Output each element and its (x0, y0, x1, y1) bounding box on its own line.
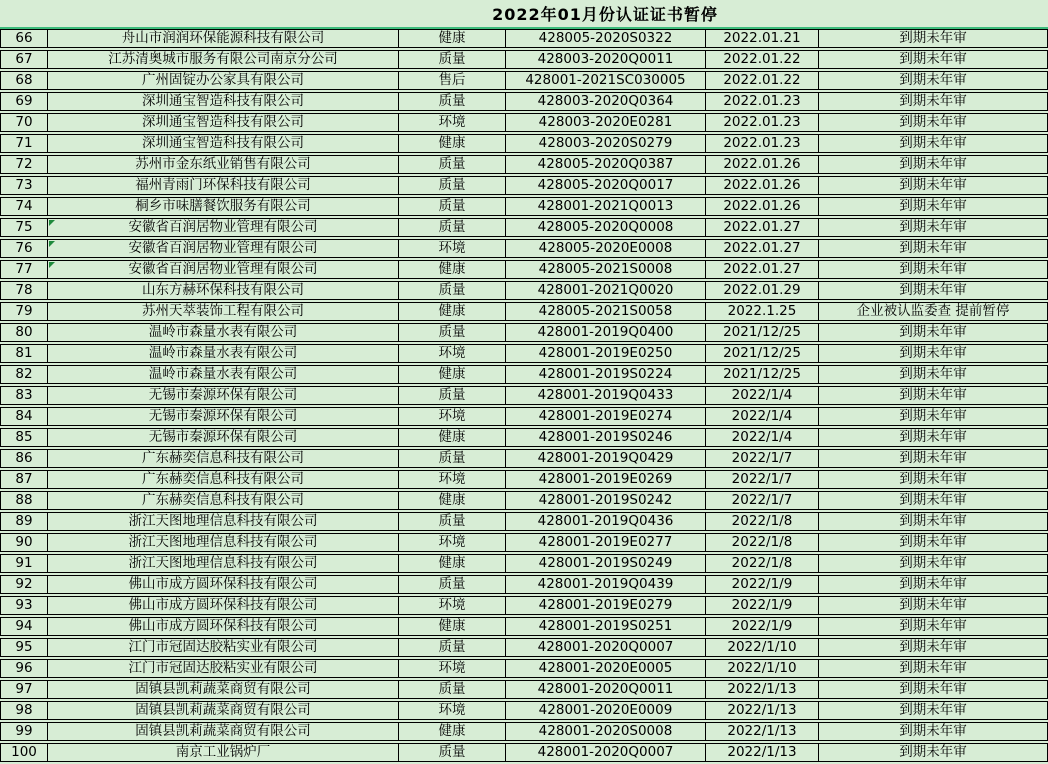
company-name-cell[interactable] (47, 596, 398, 615)
company-name-text: 温岭市森量水表有限公司 (148, 324, 298, 340)
company-name-text: 广东赫奕信息科技有限公司 (142, 450, 304, 466)
company-name-cell[interactable] (47, 113, 398, 132)
suspend-date-cell[interactable]: 2022.01.27 (705, 239, 818, 258)
row-number-cell[interactable]: 77 (0, 260, 47, 279)
company-name-text: 深圳通宝智造科技有限公司 (142, 135, 304, 151)
status-cell[interactable]: 到期未年审 (818, 281, 1048, 300)
row-number-cell[interactable]: 84 (0, 407, 47, 426)
cert-type-cell[interactable]: 健康 (398, 260, 505, 279)
row-number-cell[interactable]: 96 (0, 659, 47, 678)
status-cell[interactable]: 到期未年审 (818, 701, 1048, 720)
company-name-cell[interactable] (47, 512, 398, 531)
company-name-cell[interactable] (47, 575, 398, 594)
status-cell[interactable]: 到期未年审 (818, 134, 1048, 153)
row-number-cell[interactable]: 73 (0, 176, 47, 195)
company-name-cell[interactable] (47, 680, 398, 699)
company-name-text: 佛山市成方圆环保科技有限公司 (128, 597, 318, 613)
suspend-date-cell[interactable]: 2021/12/25 (705, 365, 818, 384)
company-name-cell[interactable] (47, 701, 398, 720)
table-row (0, 722, 1048, 741)
row-number-cell[interactable]: 88 (0, 491, 47, 510)
cert-type-cell[interactable]: 健康 (398, 365, 505, 384)
company-name-cell[interactable] (47, 302, 398, 321)
status-cell[interactable]: 到期未年审 (818, 176, 1048, 195)
company-name-text: 江门市冠固达胶粘实业有限公司 (128, 639, 318, 655)
status-cell[interactable]: 到期未年审 (818, 533, 1048, 552)
suspend-date-cell[interactable]: 2022/1/4 (705, 386, 818, 405)
row-number-cell[interactable]: 93 (0, 596, 47, 615)
suspend-date-cell[interactable]: 2022/1/10 (705, 638, 818, 657)
cert-type-cell[interactable]: 环境 (398, 239, 505, 258)
table-row (0, 638, 1048, 657)
table-row (0, 743, 1048, 762)
company-name-cell[interactable] (47, 407, 398, 426)
row-number-cell[interactable]: 86 (0, 449, 47, 468)
cert-number-cell[interactable]: 428001-2019E0274 (505, 407, 705, 426)
cert-number-cell[interactable]: 428001-2019S0224 (505, 365, 705, 384)
suspend-date-cell[interactable]: 2022/1/13 (705, 743, 818, 762)
table-row (0, 218, 1048, 237)
company-name-cell[interactable] (47, 617, 398, 636)
suspend-date-cell[interactable]: 2022/1/4 (705, 407, 818, 426)
table-row (0, 197, 1048, 216)
cert-type-cell[interactable]: 健康 (398, 134, 505, 153)
row-number-cell[interactable]: 78 (0, 281, 47, 300)
suspend-date-cell[interactable]: 2022/1/8 (705, 554, 818, 573)
row-number-cell[interactable]: 75 (0, 218, 47, 237)
suspend-date-cell[interactable]: 2022.01.21 (705, 29, 818, 48)
comment-flag-icon (49, 241, 55, 247)
row-number-cell[interactable]: 91 (0, 554, 47, 573)
cert-type-cell[interactable]: 健康 (398, 302, 505, 321)
status-cell[interactable]: 到期未年审 (818, 386, 1048, 405)
table-row (0, 491, 1048, 510)
suspend-date-cell[interactable]: 2022.01.29 (705, 281, 818, 300)
company-name-cell[interactable] (47, 260, 398, 279)
suspend-date-cell[interactable]: 2022/1/13 (705, 722, 818, 741)
suspend-date-cell[interactable]: 2022/1/9 (705, 617, 818, 636)
status-cell[interactable]: 到期未年审 (818, 113, 1048, 132)
cert-number-cell[interactable]: 428001-2021Q0020 (505, 281, 705, 300)
cert-type-cell[interactable]: 健康 (398, 428, 505, 447)
company-name-cell[interactable] (47, 638, 398, 657)
suspend-date-cell[interactable]: 2022.01.27 (705, 260, 818, 279)
cert-number-cell[interactable]: 428001-2019Q0433 (505, 386, 705, 405)
company-name-cell[interactable] (47, 176, 398, 195)
cert-type-cell[interactable]: 质量 (398, 155, 505, 174)
company-name-text: 安徽省百润居物业管理有限公司 (128, 219, 318, 235)
suspend-date-cell[interactable]: 2022.1.25 (705, 302, 818, 321)
suspend-date-cell[interactable]: 2022.01.27 (705, 218, 818, 237)
company-name-text: 广东赫奕信息科技有限公司 (142, 471, 304, 487)
cert-type-cell[interactable]: 环境 (398, 344, 505, 363)
status-cell[interactable]: 到期未年审 (818, 638, 1048, 657)
company-name-cell[interactable] (47, 386, 398, 405)
company-name-cell[interactable] (47, 323, 398, 342)
suspend-date-cell[interactable]: 2022/1/4 (705, 428, 818, 447)
cert-type-cell[interactable]: 质量 (398, 176, 505, 195)
cert-number-cell[interactable]: 428003-2020E0281 (505, 113, 705, 132)
cert-number-cell[interactable]: 428003-2020Q0364 (505, 92, 705, 111)
company-name-text: 佛山市成方圆环保科技有限公司 (128, 618, 318, 634)
cert-number-cell[interactable]: 428001-2019Q0436 (505, 512, 705, 531)
company-name-cell[interactable] (47, 197, 398, 216)
table-row (0, 407, 1048, 426)
company-name-cell[interactable] (47, 743, 398, 762)
cert-type-cell[interactable]: 健康 (398, 29, 505, 48)
suspend-date-cell[interactable]: 2022/1/8 (705, 512, 818, 531)
company-name-text: 福州青雨门环保科技有限公司 (135, 177, 311, 193)
company-name-text: 江门市冠固达胶粘实业有限公司 (128, 660, 318, 676)
cert-type-cell[interactable]: 质量 (398, 323, 505, 342)
table-row (0, 386, 1048, 405)
suspend-date-cell[interactable]: 2021/12/25 (705, 344, 818, 363)
suspend-date-cell[interactable]: 2022/1/9 (705, 596, 818, 615)
cert-type-cell[interactable]: 健康 (398, 491, 505, 510)
table-row (0, 71, 1048, 90)
table-row (0, 512, 1048, 531)
table-row (0, 113, 1048, 132)
cert-type-cell[interactable]: 售后 (398, 71, 505, 90)
company-name-cell[interactable] (47, 344, 398, 363)
table-row (0, 302, 1048, 321)
suspend-date-cell[interactable]: 2022/1/9 (705, 575, 818, 594)
row-number-cell[interactable]: 90 (0, 533, 47, 552)
row-number-cell[interactable]: 66 (0, 29, 47, 48)
cert-number-cell[interactable]: 428003-2020Q0011 (505, 50, 705, 69)
cert-type-cell[interactable]: 环境 (398, 533, 505, 552)
cert-number-cell[interactable]: 428005-2020Q0387 (505, 155, 705, 174)
status-cell[interactable]: 到期未年审 (818, 722, 1048, 741)
cert-type-cell[interactable]: 质量 (398, 575, 505, 594)
table-body (0, 29, 1048, 762)
suspend-date-cell[interactable]: 2022.01.22 (705, 50, 818, 69)
suspend-date-cell[interactable]: 2022.01.22 (705, 71, 818, 90)
row-number-cell[interactable]: 95 (0, 638, 47, 657)
cert-number-cell[interactable]: 428001-2020E0005 (505, 659, 705, 678)
cert-type-cell[interactable]: 环境 (398, 113, 505, 132)
status-cell[interactable]: 到期未年审 (818, 323, 1048, 342)
company-name-text: 温岭市森量水表有限公司 (148, 345, 298, 361)
company-name-cell[interactable] (47, 92, 398, 111)
company-name-text: 苏州天萃装饰工程有限公司 (142, 303, 304, 319)
company-name-text: 固镇县凯莉蔬菜商贸有限公司 (135, 702, 311, 718)
row-number-cell[interactable]: 69 (0, 92, 47, 111)
status-cell[interactable]: 到期未年审 (818, 617, 1048, 636)
status-cell[interactable]: 到期未年审 (818, 680, 1048, 699)
status-cell[interactable]: 到期未年审 (818, 428, 1048, 447)
company-name-text: 浙江天图地理信息科技有限公司 (128, 513, 318, 529)
cert-number-cell[interactable]: 428005-2020E0008 (505, 239, 705, 258)
suspend-date-cell[interactable]: 2022/1/10 (705, 659, 818, 678)
cert-type-cell[interactable]: 健康 (398, 617, 505, 636)
company-name-text: 无锡市秦源环保有限公司 (148, 408, 298, 424)
table-row (0, 470, 1048, 489)
cert-number-cell[interactable]: 428001-2019E0279 (505, 596, 705, 615)
cert-number-cell[interactable]: 428005-2021S0058 (505, 302, 705, 321)
cert-number-cell[interactable]: 428001-2019E0250 (505, 344, 705, 363)
cert-type-cell[interactable]: 质量 (398, 50, 505, 69)
table-row (0, 281, 1048, 300)
row-number-cell[interactable]: 85 (0, 428, 47, 447)
company-name-text: 浙江天图地理信息科技有限公司 (128, 534, 318, 550)
suspend-date-cell[interactable]: 2022/1/7 (705, 491, 818, 510)
cert-number-cell[interactable]: 428001-2019E0269 (505, 470, 705, 489)
row-number-cell[interactable]: 76 (0, 239, 47, 258)
company-name-text: 深圳通宝智造科技有限公司 (142, 114, 304, 130)
table-row (0, 239, 1048, 258)
table-row (0, 155, 1048, 174)
company-name-cell[interactable] (47, 722, 398, 741)
suspend-date-cell[interactable]: 2022/1/7 (705, 470, 818, 489)
row-number-cell[interactable]: 68 (0, 71, 47, 90)
status-cell[interactable]: 到期未年审 (818, 365, 1048, 384)
status-cell[interactable]: 到期未年审 (818, 449, 1048, 468)
row-number-cell[interactable]: 92 (0, 575, 47, 594)
cert-number-cell[interactable]: 428001-2019Q0439 (505, 575, 705, 594)
status-cell[interactable]: 到期未年审 (818, 470, 1048, 489)
suspend-date-cell[interactable]: 2022.01.23 (705, 113, 818, 132)
cert-type-cell[interactable]: 质量 (398, 386, 505, 405)
suspend-date-cell[interactable]: 2022.01.26 (705, 176, 818, 195)
company-name-text: 温岭市森量水表有限公司 (148, 366, 298, 382)
sheet-title: 2022年01月份认证证书暂停 (492, 5, 718, 24)
row-number-cell[interactable]: 72 (0, 155, 47, 174)
status-cell[interactable]: 到期未年审 (818, 596, 1048, 615)
company-name-text: 苏州市金东纸业销售有限公司 (135, 156, 311, 172)
suspend-date-cell[interactable]: 2022/1/13 (705, 701, 818, 720)
status-cell[interactable]: 到期未年审 (818, 29, 1048, 48)
row-number-cell[interactable]: 100 (0, 743, 47, 762)
table-row (0, 659, 1048, 678)
cert-number-cell[interactable]: 428001-2020S0008 (505, 722, 705, 741)
suspend-date-cell[interactable]: 2022.01.23 (705, 92, 818, 111)
row-number-cell[interactable]: 83 (0, 386, 47, 405)
cert-type-cell[interactable]: 环境 (398, 470, 505, 489)
cert-number-cell[interactable]: 428001-2019E0277 (505, 533, 705, 552)
row-number-cell[interactable]: 99 (0, 722, 47, 741)
table-row (0, 365, 1048, 384)
status-cell[interactable]: 到期未年审 (818, 239, 1048, 258)
status-cell[interactable]: 到期未年审 (818, 575, 1048, 594)
company-name-text: 固镇县凯莉蔬菜商贸有限公司 (135, 723, 311, 739)
status-cell[interactable]: 到期未年审 (818, 218, 1048, 237)
table-row (0, 176, 1048, 195)
company-name-text: 广州固锭办公家具有限公司 (142, 72, 304, 88)
cert-number-cell[interactable]: 428001-2020E0009 (505, 701, 705, 720)
company-name-text: 深圳通宝智造科技有限公司 (142, 93, 304, 109)
company-name-cell[interactable] (47, 428, 398, 447)
company-name-text: 无锡市秦源环保有限公司 (148, 387, 298, 403)
suspend-date-cell[interactable]: 2022.01.26 (705, 197, 818, 216)
cert-number-cell[interactable]: 428005-2020Q0008 (505, 218, 705, 237)
company-name-cell[interactable] (47, 449, 398, 468)
company-name-cell[interactable] (47, 491, 398, 510)
certificate-suspension-table (0, 27, 1048, 764)
company-name-text: 桐乡市味膳餐饮服务有限公司 (135, 198, 311, 214)
status-cell[interactable]: 到期未年审 (818, 197, 1048, 216)
status-cell[interactable]: 到期未年审 (818, 554, 1048, 573)
row-number-cell[interactable]: 67 (0, 50, 47, 69)
row-number-cell[interactable]: 70 (0, 113, 47, 132)
table-row (0, 428, 1048, 447)
cert-number-cell[interactable]: 428001-2020Q0007 (505, 743, 705, 762)
company-name-text: 无锡市秦源环保有限公司 (148, 429, 298, 445)
comment-flag-icon (49, 220, 55, 226)
table-row (0, 596, 1048, 615)
cert-type-cell[interactable]: 环境 (398, 701, 505, 720)
company-name-text: 浙江天图地理信息科技有限公司 (128, 555, 318, 571)
status-cell[interactable]: 到期未年审 (818, 491, 1048, 510)
cert-type-cell[interactable]: 质量 (398, 680, 505, 699)
company-name-cell[interactable] (47, 29, 398, 48)
cert-number-cell[interactable]: 428001-2019S0246 (505, 428, 705, 447)
row-number-cell[interactable]: 80 (0, 323, 47, 342)
row-number-cell[interactable]: 98 (0, 701, 47, 720)
company-name-cell[interactable] (47, 659, 398, 678)
company-name-cell[interactable] (47, 554, 398, 573)
status-cell[interactable]: 到期未年审 (818, 71, 1048, 90)
cert-number-cell[interactable]: 428001-2021SC030005 (505, 71, 705, 90)
company-name-cell[interactable] (47, 470, 398, 489)
row-number-cell[interactable]: 97 (0, 680, 47, 699)
table-row (0, 29, 1048, 48)
table-row (0, 323, 1048, 342)
cert-type-cell[interactable]: 质量 (398, 92, 505, 111)
row-number-cell[interactable]: 87 (0, 470, 47, 489)
status-cell[interactable]: 到期未年审 (818, 92, 1048, 111)
row-number-cell[interactable]: 74 (0, 197, 47, 216)
cert-type-cell[interactable]: 质量 (398, 281, 505, 300)
cert-type-cell[interactable]: 健康 (398, 554, 505, 573)
table-row (0, 134, 1048, 153)
cert-number-cell[interactable]: 428001-2019Q0429 (505, 449, 705, 468)
cert-number-cell[interactable]: 428005-2020Q0017 (505, 176, 705, 195)
status-cell[interactable]: 企业被认监委查 提前暂停 (818, 302, 1048, 321)
suspend-date-cell[interactable]: 2022/1/7 (705, 449, 818, 468)
status-cell[interactable]: 到期未年审 (818, 344, 1048, 363)
table-row (0, 701, 1048, 720)
cert-number-cell[interactable]: 428001-2019S0251 (505, 617, 705, 636)
comment-flag-icon (49, 262, 55, 268)
company-name-text: 佛山市成方圆环保科技有限公司 (128, 576, 318, 592)
company-name-text: 安徽省百润居物业管理有限公司 (128, 261, 318, 277)
row-number-cell[interactable]: 94 (0, 617, 47, 636)
cert-type-cell[interactable]: 质量 (398, 743, 505, 762)
cert-number-cell[interactable]: 428001-2019Q0400 (505, 323, 705, 342)
table-row (0, 50, 1048, 69)
company-name-cell[interactable] (47, 134, 398, 153)
company-name-cell[interactable] (47, 218, 398, 237)
company-name-cell[interactable] (47, 281, 398, 300)
cert-number-cell[interactable]: 428005-2020S0322 (505, 29, 705, 48)
table-row (0, 617, 1048, 636)
company-name-text: 舟山市润润环保能源科技有限公司 (121, 30, 325, 46)
cert-number-cell[interactable]: 428001-2019S0242 (505, 491, 705, 510)
status-cell[interactable]: 到期未年审 (818, 743, 1048, 762)
cert-type-cell[interactable]: 环境 (398, 407, 505, 426)
cert-type-cell[interactable]: 质量 (398, 218, 505, 237)
row-number-cell[interactable]: 82 (0, 365, 47, 384)
cert-type-cell[interactable]: 健康 (398, 722, 505, 741)
row-number-cell[interactable]: 71 (0, 134, 47, 153)
cert-type-cell[interactable]: 质量 (398, 512, 505, 531)
company-name-cell[interactable] (47, 365, 398, 384)
table-row (0, 260, 1048, 279)
table-row (0, 680, 1048, 699)
status-cell[interactable]: 到期未年审 (818, 512, 1048, 531)
table-row (0, 344, 1048, 363)
suspend-date-cell[interactable]: 2022/1/13 (705, 680, 818, 699)
company-name-text: 固镇县凯莉蔬菜商贸有限公司 (135, 681, 311, 697)
company-name-cell[interactable] (47, 533, 398, 552)
row-number-cell[interactable]: 79 (0, 302, 47, 321)
table-row (0, 554, 1048, 573)
table-row (0, 533, 1048, 552)
status-cell[interactable]: 到期未年审 (818, 659, 1048, 678)
company-name-text: 安徽省百润居物业管理有限公司 (128, 240, 318, 256)
table-row (0, 92, 1048, 111)
company-name-cell[interactable] (47, 71, 398, 90)
table-row (0, 449, 1048, 468)
suspend-date-cell[interactable]: 2022/1/8 (705, 533, 818, 552)
company-name-text: 广东赫奕信息科技有限公司 (142, 492, 304, 508)
row-number-cell[interactable]: 89 (0, 512, 47, 531)
cert-number-cell[interactable]: 428001-2021Q0013 (505, 197, 705, 216)
cert-type-cell[interactable]: 环境 (398, 659, 505, 678)
cert-number-cell[interactable]: 428001-2019S0249 (505, 554, 705, 573)
cert-number-cell[interactable]: 428005-2021S0008 (505, 260, 705, 279)
status-cell[interactable]: 到期未年审 (818, 407, 1048, 426)
cert-type-cell[interactable]: 环境 (398, 596, 505, 615)
suspend-date-cell[interactable]: 2022.01.26 (705, 155, 818, 174)
cert-number-cell[interactable]: 428001-2020Q0007 (505, 638, 705, 657)
status-cell[interactable]: 到期未年审 (818, 50, 1048, 69)
company-name-text: 南京工业锅炉厂 (175, 744, 271, 760)
cert-number-cell[interactable]: 428003-2020S0279 (505, 134, 705, 153)
row-number-cell[interactable]: 81 (0, 344, 47, 363)
suspend-date-cell[interactable]: 2022.01.23 (705, 134, 818, 153)
cert-number-cell[interactable]: 428001-2020Q0011 (505, 680, 705, 699)
company-name-text: 江苏清奥城市服务有限公司南京分公司 (108, 51, 338, 67)
cert-type-cell[interactable]: 质量 (398, 197, 505, 216)
status-cell[interactable]: 到期未年审 (818, 260, 1048, 279)
cert-type-cell[interactable]: 质量 (398, 449, 505, 468)
status-cell[interactable]: 到期未年审 (818, 155, 1048, 174)
company-name-cell[interactable] (47, 50, 398, 69)
company-name-cell[interactable] (47, 155, 398, 174)
company-name-text: 山东方赫环保科技有限公司 (142, 282, 304, 298)
cert-type-cell[interactable]: 质量 (398, 638, 505, 657)
table-row (0, 575, 1048, 594)
suspend-date-cell[interactable]: 2021/12/25 (705, 323, 818, 342)
company-name-cell[interactable] (47, 239, 398, 258)
